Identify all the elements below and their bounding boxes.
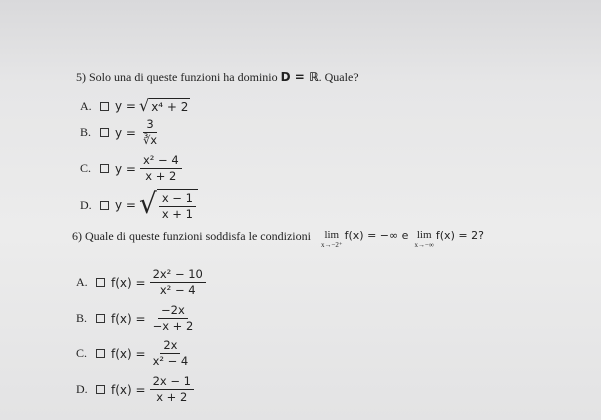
checkbox[interactable] — [100, 128, 109, 137]
q6-option-a — [76, 268, 206, 297]
limit-1-expression: f(x) = −∞ e — [344, 229, 409, 242]
option-letter: A. — [76, 275, 88, 289]
numerator: x² − 4 — [140, 154, 182, 169]
denominator: x + 2 — [145, 169, 177, 183]
denominator: x + 1 — [161, 207, 193, 221]
q5-option-b — [80, 118, 160, 147]
numerator: −2x — [158, 304, 188, 319]
q5-option-a — [80, 98, 190, 114]
q5-option-c — [80, 154, 182, 183]
question-5 — [76, 70, 359, 85]
checkbox[interactable] — [96, 349, 105, 358]
limit-2 — [414, 229, 433, 249]
lim-word: lim — [416, 229, 432, 241]
numerator: 2x — [160, 339, 180, 354]
square-root: √ x⁴ + 2 — [138, 96, 189, 115]
expression-lhs: y = — [115, 161, 136, 176]
checkbox[interactable] — [100, 164, 109, 173]
expression-lhs: y = — [115, 99, 136, 113]
limit-2-expression: f(x) = 2? — [435, 229, 484, 242]
question-5-text: 5) Solo una di queste funzioni ha dominio — [76, 70, 278, 84]
checkbox[interactable] — [100, 201, 109, 210]
fraction — [150, 268, 206, 297]
fraction — [159, 192, 196, 221]
numerator: 3 — [143, 118, 156, 133]
checkbox[interactable] — [96, 278, 105, 287]
option-letter: B. — [76, 311, 88, 325]
option-expression — [115, 98, 190, 114]
limit-1 — [321, 229, 343, 249]
lim-word: lim — [324, 229, 340, 241]
radicand: x⁴ + 2 — [151, 100, 189, 114]
checkbox[interactable] — [96, 385, 105, 394]
option-letter: D. — [76, 382, 88, 396]
numerator: 2x − 1 — [150, 375, 194, 390]
expression-lhs: f(x) = — [111, 275, 146, 290]
option-expression — [115, 154, 182, 183]
square-root: √ $\frac{x - 1}{x + 1}$ — [139, 189, 198, 221]
question-5-domain: D = ℝ — [280, 70, 319, 84]
question-5-tail: . Quale? — [318, 70, 359, 84]
option-expression — [111, 339, 191, 368]
option-expression — [111, 304, 196, 333]
option-expression — [111, 268, 206, 297]
expression-lhs: f(x) = — [111, 346, 146, 361]
fraction — [150, 304, 197, 333]
question-6-text: 6) Quale di queste funzioni soddisfa le condizioni — [72, 229, 311, 243]
denominator: x² − 4 — [159, 283, 196, 297]
q6-option-b — [76, 304, 196, 333]
expression-lhs: y = — [115, 198, 136, 212]
numerator: 2x² − 10 — [150, 268, 206, 283]
option-expression — [111, 375, 194, 404]
lim-subscript: x→−2⁺ — [320, 241, 343, 249]
radicand — [157, 189, 198, 221]
lim-subscript: x→−∞ — [414, 241, 434, 249]
question-6 — [72, 229, 484, 249]
option-letter: D. — [80, 197, 92, 212]
numerator: x − 1 — [159, 192, 196, 207]
checkbox[interactable] — [100, 102, 109, 111]
denominator: −x + 2 — [152, 319, 194, 333]
option-expression — [115, 189, 198, 221]
denominator: x² − 4 — [152, 354, 189, 368]
expression-lhs: y = — [115, 125, 136, 140]
expression-lhs: f(x) = — [111, 311, 146, 326]
denominator: x + 2 — [156, 390, 188, 404]
checkbox[interactable] — [96, 314, 105, 323]
fraction — [140, 154, 182, 183]
q6-option-d — [76, 375, 194, 404]
fraction — [150, 375, 194, 404]
option-letter: B. — [80, 125, 92, 139]
option-expression — [115, 118, 160, 147]
fraction — [140, 118, 160, 147]
q5-option-d — [80, 189, 198, 221]
expression-lhs: f(x) = — [111, 382, 146, 397]
option-letter: A. — [80, 98, 92, 113]
fraction — [150, 339, 192, 368]
denominator: ∛x — [142, 133, 158, 147]
option-letter: C. — [76, 346, 88, 360]
q6-option-c — [76, 339, 191, 368]
option-letter: C. — [80, 161, 92, 175]
